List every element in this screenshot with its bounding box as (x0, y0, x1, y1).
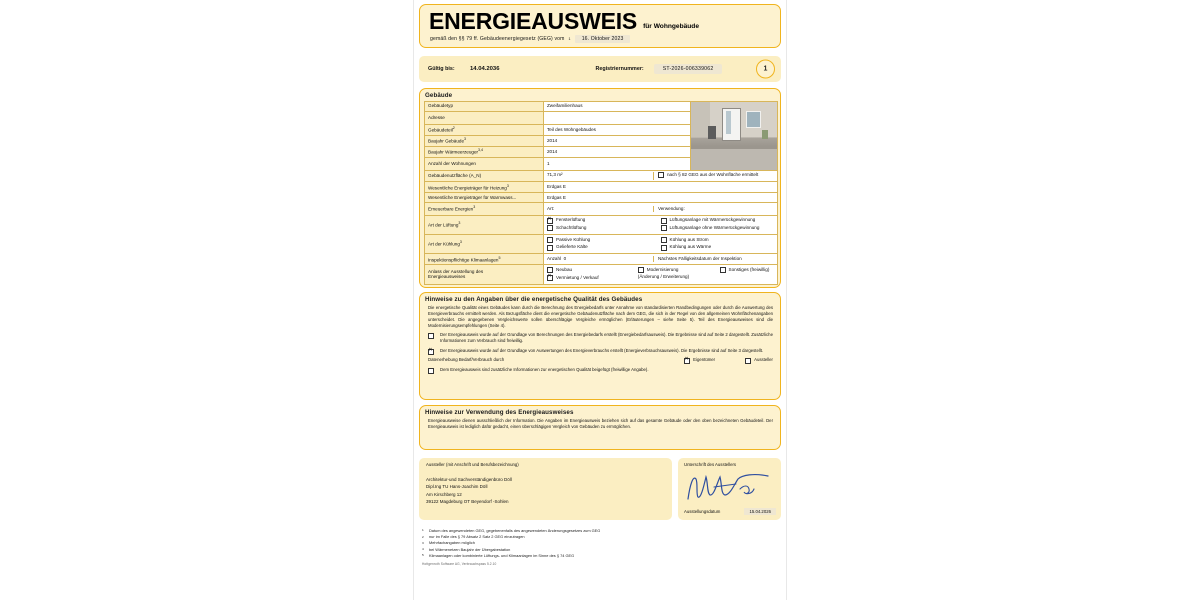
issuer-caption: Aussteller (mit Anschrift und Berufsbezeichnung) (426, 462, 519, 467)
cooling-option-2[interactable] (547, 244, 661, 252)
reason-option-vermietung-label: Vermietung / Verkauf (556, 274, 599, 280)
building-section-title: Gebäude (425, 92, 453, 99)
reason-options-cell (544, 265, 778, 284)
inspection-value-cell (544, 254, 778, 265)
footnote-number: 2 (422, 534, 424, 539)
energy-water-label: Wesentliche Energieträger für Warmwass... (425, 193, 544, 203)
renewable-label (425, 202, 544, 215)
cooling-row-1 (547, 236, 774, 244)
issuer-line-1: Dipl.Ing TU Hans-Joachim Döll (426, 484, 488, 490)
reason-option-sonstiges-label: Sonstiges (freiwillig) (728, 266, 770, 272)
reason-option-vermietung[interactable] (547, 274, 638, 282)
collection-option-aussteller[interactable] (745, 357, 773, 364)
photo-wall-side (691, 102, 710, 137)
cooling-option-0[interactable] (547, 236, 661, 244)
footnote-text: nur im Falle des § 79 Absatz 2 Satz 2 GEG einzutragen (429, 534, 525, 540)
reason-label-line1: Anlass der Ausstellung des (428, 268, 484, 274)
quality-notes-paragraph: Die energetische Qualität eines Gebäudes kann durch die Berechnung des Energiebedarfs unter Annahme von standardisierten Randbedingungen oder durch die Auswertung des Energieverbrauchs ermittelt werden. Als Bezugsfläche dient die energetische Gebäudenutzfläche nach dem GEG, die sich in der Regel von den allgemeinen Wohnflächenangaben unterscheidet. Die angegebenen Vergleichswerte sollen überschlägige Vergleiche ermöglichen (Erläuterungen – siehe Seite 5). Teil des Energieausweises sind die Modernisierungsempfehlungen (Seite 4). (428, 305, 773, 329)
checkbox-icon[interactable] (661, 218, 667, 224)
footnote-number: 4 (422, 546, 424, 551)
usage-notes-section (419, 405, 781, 450)
option-energiebedarf-text: Der Energieausweis wurde auf der Grundlage von Berechnungen des Energiebedarfs erstellt (Energiebedarfsausweis). Die Ergebnisse sind auf Seite 2 dargestellt. Zusätzliche Informationen zum Verbrauch sind freiwillig. (440, 332, 773, 344)
building-type-label: Gebäudetyp (425, 102, 544, 112)
reason-label (425, 265, 544, 284)
inspection-due-label: Nächstes Fälligkeitsdatum der Inspektion (657, 256, 742, 262)
software-credit: Hottgenroth Software AG, Verbrauchspass 5.2.10 (422, 562, 497, 566)
photo-bin (708, 126, 716, 138)
address-value (544, 111, 691, 124)
inspection-split (547, 256, 774, 262)
issuer-line-2: Am Kirschberg 12 (426, 491, 462, 497)
energy-heating-label (425, 182, 544, 193)
checkbox-checked-icon[interactable] (684, 358, 690, 364)
checkbox-icon[interactable] (745, 358, 751, 364)
inspection-label-footnote: 5 (498, 255, 501, 260)
issuer-address (419, 467, 672, 505)
area-split (547, 172, 774, 180)
area-value-cell (544, 170, 778, 182)
renewable-label-footnote: 3 (473, 205, 476, 210)
photo-step (691, 146, 777, 149)
table-row (425, 170, 778, 182)
year-building-label-footnote: 3 (464, 136, 467, 141)
footnote-text: Mehrfachangaben möglich (429, 540, 475, 546)
checkbox-checked-icon[interactable] (428, 349, 434, 355)
reason-note-aenderung (638, 274, 720, 282)
signature-icon (684, 469, 774, 501)
footnote-number: 1 (422, 528, 424, 533)
year-heater-label-footnote: 3,4 (478, 148, 484, 152)
year-building-label-text: Baujahr Gebäude (428, 138, 465, 144)
cooling-option-1[interactable] (661, 236, 775, 244)
building-photo (691, 102, 778, 171)
footnote-number: 5 (422, 553, 424, 558)
checkbox-checked-icon[interactable] (547, 275, 553, 281)
photo-ground (691, 147, 777, 170)
law-reference-text: gemäß den §§ 79 ff. Gebäudeenergiegesetz (GEG) vom (430, 36, 565, 42)
footnote-item (422, 553, 752, 559)
checkbox-icon[interactable] (661, 225, 667, 231)
ventilation-label-footnote: 3 (458, 221, 461, 226)
option-energieverbrauch[interactable] (420, 348, 780, 355)
law-date-value: 16. Oktober 2023 (575, 35, 631, 43)
ventilation-option-1[interactable] (661, 217, 775, 225)
footnote-text: Klimaanlagen oder kombinierte Lüftungs- und Klimaanlagen im Sinne des § 74 GEG (429, 552, 575, 558)
cooling-options-cell (544, 234, 778, 253)
area-label: Gebäudenutzfläche (A_N) (425, 170, 544, 182)
data-collection-label: Datenerhebung Bedarf/Verbrauch durch (428, 357, 505, 363)
reason-row-2 (547, 274, 774, 282)
cooling-option-3-label: Kühlung aus Wärme (669, 244, 712, 250)
units-label: Anzahl der Wohnungen (425, 157, 544, 170)
table-row (425, 202, 778, 215)
signature-caption: Unterschrift des Ausstellers (684, 462, 737, 467)
inspection-count (547, 256, 654, 262)
page-number-badge: 1 (756, 60, 775, 79)
building-part-label (425, 124, 544, 135)
building-part-value: Teil des Wohngebäudes (544, 124, 691, 135)
reason-label-line2: Energieausweises (428, 274, 466, 280)
checkbox-icon[interactable] (428, 368, 434, 374)
cooling-option-1-label: Kühlung aus Strom (669, 236, 709, 242)
table-row (425, 265, 778, 284)
checkbox-icon[interactable] (547, 245, 553, 251)
energy-heating-label-text: Wesentliche Energieträger für Heizung (428, 185, 507, 191)
issuer-line-3: 39122 Magdeburg OT Beyendorf -Sohlen (426, 498, 509, 504)
renewable-kind: Art: (547, 206, 654, 212)
energy-heating-value: Erdgas E (544, 182, 778, 193)
registration-number-label: Registriernummer: (595, 66, 644, 72)
inspection-count-value: 0 (563, 256, 567, 262)
option-energieverbrauch-text: Der Energieausweis wurde auf der Grundlage von Auswertungen des Energieverbrauchs erstellt (Energieverbrauchsausweis). Die Ergebnisse sind auf Seite 3 dargestellt. (440, 347, 764, 353)
title-block (419, 4, 781, 48)
units-value: 1 (544, 157, 691, 170)
footnote-text: Datum des angewendeten GEG, gegebenenfalls des angewendeten Änderungsgesetzes zum GEG (429, 528, 601, 533)
area-value: 71,3 m² (547, 172, 654, 180)
table-row (425, 234, 778, 253)
table-row (425, 102, 778, 112)
right-gutter (786, 0, 1200, 600)
area-note-checkbox-row[interactable] (658, 172, 758, 178)
table-row (425, 254, 778, 265)
reason-option-neubau-label: Neubau (556, 266, 573, 272)
signature-block (678, 458, 781, 520)
inspection-count-label: Anzahl (547, 256, 562, 262)
address-label: Adresse (425, 111, 544, 124)
cooling-label-text: Art der Kühlung (428, 242, 460, 247)
checkbox-icon[interactable] (547, 225, 553, 231)
issue-date-value: 15.04.2026 (744, 508, 776, 515)
photo-window (746, 111, 761, 128)
table-row (425, 215, 778, 234)
checkbox-icon[interactable] (661, 237, 667, 243)
year-building-value: 2014 (544, 135, 691, 146)
checkbox-icon[interactable] (720, 267, 726, 273)
checkbox-icon[interactable] (661, 245, 667, 251)
building-table (424, 101, 778, 285)
building-section (419, 88, 781, 288)
checkbox-icon[interactable] (638, 267, 644, 273)
quality-notes-section (419, 292, 781, 400)
left-gutter (0, 0, 414, 600)
collection-option-aussteller-label: Aussteller (754, 357, 773, 363)
ventilation-option-0[interactable] (547, 217, 661, 225)
footnote-text: bei Wärmenetzen Baujahr der Übergabestation (429, 546, 511, 552)
ventilation-row-2 (547, 225, 774, 233)
quality-notes-title: Hinweise zu den Angaben über die energetische Qualität des Gebäudes (425, 296, 643, 303)
building-part-label-footnote: 2 (452, 125, 455, 130)
year-heater-value: 2014 (544, 146, 691, 157)
renewable-split (547, 206, 774, 212)
checkbox-checked-icon[interactable] (547, 218, 553, 224)
energy-heating-label-footnote: 3 (506, 183, 509, 188)
document-subtitle: für Wohngebäude (643, 23, 699, 30)
year-heater-label (425, 146, 544, 157)
table-row (425, 182, 778, 193)
issue-date-row (684, 508, 776, 515)
document-title: ENERGIEAUSWEIS (429, 8, 638, 34)
area-note-option (654, 172, 774, 180)
ventilation-option-1-label: Lüftungsanlage mit Wärmerückgewinnung (669, 217, 756, 223)
cooling-option-0-label: Passive Kühlung (556, 236, 591, 242)
data-collection-row (420, 357, 780, 364)
energy-certificate-page (414, 0, 786, 600)
ventilation-option-0-label: Fensterlüftung (556, 217, 586, 223)
building-part-label-text: Gebäudeteil (428, 127, 453, 133)
energy-water-value: Erdgas E (544, 193, 778, 203)
renewable-label-text: Erneuerbare Energien (428, 206, 474, 212)
checkbox-icon[interactable] (547, 237, 553, 243)
usage-notes-paragraph: Energieausweise dienen ausschließlich der Information. Die Angaben im Energieausweis beziehen sich auf das gesamte Gebäude oder den oben bezeichneten Gebäudeteil. Der Energieausweis ist lediglich dafür gedacht, einen überschlägigen Vergleich von Gebäuden zu ermöglichen. (428, 418, 773, 430)
ventilation-option-2[interactable] (547, 225, 661, 233)
reason-note-aenderung-label: (Änderung / Erweiterung) (637, 274, 690, 280)
reason-option-modernisierung-label: Modernisierung (646, 266, 679, 272)
cooling-option-2-label: Gelieferte Kälte (556, 244, 588, 250)
law-reference (420, 33, 780, 43)
ventilation-label-text: Art der Lüftung (428, 222, 459, 228)
cooling-row-2 (547, 244, 774, 252)
reason-option-sonstiges[interactable] (720, 267, 774, 275)
ventilation-options-cell (544, 215, 778, 234)
ventilation-option-3[interactable] (661, 225, 775, 233)
issue-date-label: Ausstellungsdatum (684, 509, 721, 514)
option-energiebedarf[interactable] (420, 332, 780, 344)
building-photo-image (691, 102, 777, 170)
renewable-use: Verwendung: (657, 205, 685, 211)
validity-bar (419, 56, 781, 82)
ventilation-row-1 (547, 217, 774, 225)
collection-option-eigentuemer-label: Eigentümer (693, 357, 716, 363)
footnote-number: 3 (422, 540, 424, 545)
ventilation-label (425, 215, 544, 234)
option-extra-info-text: Dem Energieausweis sind zusätzliche Informationen zur energetischen Qualität beigefügt (freiwillige Angabe). (440, 366, 649, 372)
cooling-label-footnote: 3 (459, 240, 462, 245)
year-heater-label-text: Baujahr Wärmeerzeuger (428, 149, 479, 155)
valid-until-value: 14.04.2036 (470, 66, 500, 72)
title-row (420, 5, 780, 33)
inspection-label (425, 254, 544, 265)
building-type-value: Zweifamilienhaus (544, 102, 691, 112)
checkbox-icon[interactable] (658, 172, 664, 178)
renewable-value-cell (544, 202, 778, 215)
reason-row2-spacer (720, 274, 774, 282)
data-collection-options (684, 357, 773, 364)
issuer-block (419, 458, 672, 520)
cooling-option-3[interactable] (661, 244, 775, 252)
checkbox-icon[interactable] (428, 333, 434, 339)
photo-door-glass (726, 111, 730, 134)
option-extra-info[interactable] (420, 367, 780, 374)
usage-notes-title: Hinweise zur Verwendung des Energieausweises (425, 409, 574, 416)
ventilation-option-2-label: Schachtlüftung (556, 224, 587, 230)
collection-option-eigentuemer[interactable] (684, 357, 715, 364)
law-footnote-marker: 1 (568, 37, 571, 41)
area-note-label: nach § 82 GEG aus der Wohnfläche ermittelt (666, 172, 759, 178)
footnotes-list (422, 528, 752, 559)
photo-plant (762, 130, 768, 138)
issuer-line-0: Architektur-und Sachverständigenbüro Döll (426, 477, 512, 482)
reason-option-neubau[interactable] (547, 267, 638, 275)
valid-until-label: Gültig bis: (428, 66, 455, 72)
table-row (425, 193, 778, 203)
ventilation-option-3-label: Lüftungsanlage ohne Wärmerückgewinnung (669, 224, 760, 230)
photo-door (722, 108, 741, 141)
inspection-label-text: Inspektionspflichtige Klimaanlagen (428, 257, 499, 263)
cooling-label (425, 234, 544, 253)
year-building-label (425, 135, 544, 146)
registration-number-value: ST-2026-006339062 (654, 64, 723, 74)
